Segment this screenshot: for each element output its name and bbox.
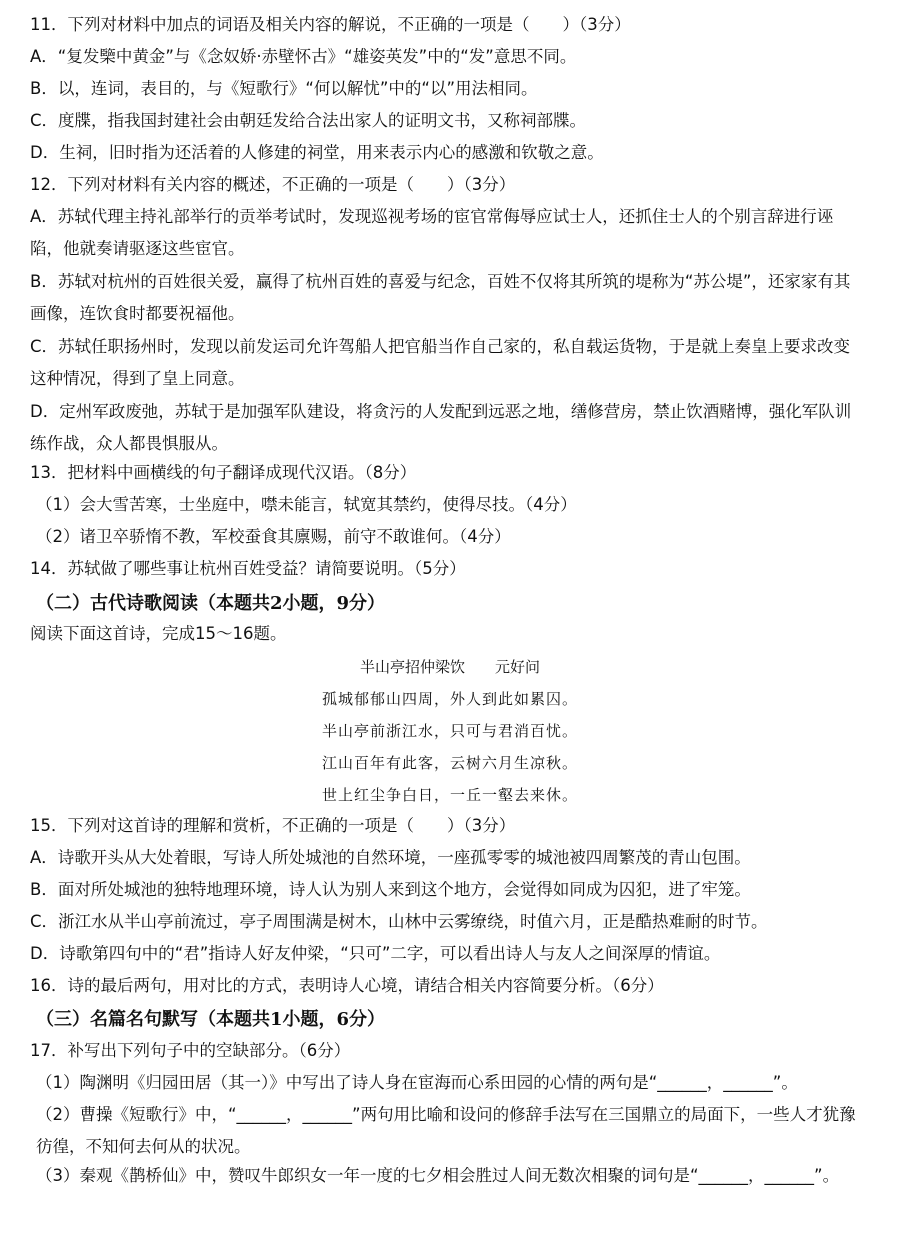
q15-stem: 15．下列对这首诗的理解和赏析，不正确的一项是（ ）（3分） xyxy=(30,816,516,835)
q15-option-b: B．面对所处城池的独特地理环境，诗人认为别人来到这个地方，会觉得如同成为囚犯，进了牢笼。 xyxy=(30,880,751,899)
poem-line-1: 孤城郁郁山四周，外人到此如累囚。 xyxy=(321,690,578,708)
section-heading-poetry: （二）古代诗歌阅读（本题共2小题，9分） xyxy=(36,593,386,614)
q13-stem: 13．把材料中画横线的句子翻译成现代汉语。（8分） xyxy=(30,463,417,482)
poetry-intro: 阅读下面这首诗，完成15～16题。 xyxy=(30,624,287,643)
poem-line-2: 半山亭前浙江水，只可与君消百忧。 xyxy=(321,722,578,740)
q17-sentence-1: （1）陶渊明《归园田居（其一）》中写出了诗人身在宦海而心系田园的心情的两句是“______，______”。 xyxy=(36,1073,798,1092)
q17-stem: 17．补写出下列句子中的空缺部分。（6分） xyxy=(30,1041,351,1060)
q11-option-d: D．生祠，旧时指为还活着的人修建的祠堂，用来表示内心的感激和钦敬之意。 xyxy=(30,143,604,162)
q11-option-a: A．“复发㯺中黄金”与《念奴娇·赤壁怀古》“雄姿英发”中的“发”意思不同。 xyxy=(30,47,577,66)
q13-sentence-2: （2）诸卫卒骄惰不教，军校蚕食其廪赐，前守不敢谁何。（4分） xyxy=(36,527,511,546)
section-heading-recitation: （三）名篇名句默写（本题共1小题，6分） xyxy=(36,1009,386,1030)
q12-option-a: A．苏轼代理主持礼部举行的贡举考试时，发现巡视考场的宦官常侮辱应试士人，还抓住士人的个别言辞进行诬陷，他就奏请驱逐这些宦官。 xyxy=(30,207,834,258)
q17-sentence-2: （2）曹操《短歌行》中，“______，______”两句用比喻和设问的修辞手法写在三国鼎立的局面下，一些人才犹豫彷徨，不知何去何从的状况。 xyxy=(36,1105,856,1156)
q12-option-c: C．苏轼任职扬州时，发现以前发运司允许驾船人把官船当作自己家的，私自载运货物，于是就上奏皇上要求改变这种情况，得到了皇上同意。 xyxy=(30,337,851,388)
q15-option-a: A．诗歌开头从大处着眼，写诗人所处城池的自然环境，一座孤零零的城池被四周繁茂的青山包围。 xyxy=(30,848,751,867)
q11-option-c: C．度牒，指我国封建社会由朝廷发给合法出家人的证明文书，又称祠部牒。 xyxy=(30,111,587,130)
q11-stem: 11．下列对材料中加点的词语及相关内容的解说，不正确的一项是（ ）（3分） xyxy=(30,15,631,34)
q11-option-b: B．以，连词，表目的，与《短歌行》“何以解忧”中的“以”用法相同。 xyxy=(30,79,538,98)
q15-option-c: C．浙江水从半山亭前流过，亭子周围满是树木，山林中云雾缭绕，时值六月，正是酷热难耐的时节。 xyxy=(30,912,768,931)
q13-sentence-1: （1）会大雪苦寒，士坐庭中，噤未能言，轼宽其禁约，使得尽技。（4分） xyxy=(36,495,577,514)
q12-option-b: B．苏轼对杭州的百姓很关爱，赢得了杭州百姓的喜爱与纪念，百姓不仅将其所筑的堤称为“苏公堤”，还家家有其画像，连饮食时都要祝福他。 xyxy=(30,272,851,323)
q14-stem: 14．苏轼做了哪些事让杭州百姓受益？请简要说明。（5分） xyxy=(30,559,466,578)
poem-title: 半山亭招仲梁饮 元好问 xyxy=(359,658,540,676)
q12-stem: 12．下列对材料有关内容的概述，不正确的一项是（ ）（3分） xyxy=(30,175,516,194)
q12-option-d: D．定州军政废弛，苏轼于是加强军队建设，将贪污的人发配到远恶之地，缮修营房，禁止饮酒赌博，强化军队训练作战，众人都畏惧服从。 xyxy=(30,402,852,453)
poem-line-3: 江山百年有此客，云树六月生凉秋。 xyxy=(321,754,578,772)
q17-sentence-3: （3）秦观《鹊桥仙》中，赞叹牛郎织女一年一度的七夕相会胜过人间无数次相聚的词句是“______，______”。 xyxy=(36,1166,840,1185)
poem-line-4: 世上红尘争白日，一丘一壑去来休。 xyxy=(321,786,578,804)
q15-option-d: D．诗歌第四句中的“君”指诗人好友仲梁，“只可”二字，可以看出诗人与友人之间深厚的情谊。 xyxy=(30,944,721,963)
q16-stem: 16．诗的最后两句，用对比的方式，表明诗人心境，请结合相关内容简要分析。（6分） xyxy=(30,976,664,995)
